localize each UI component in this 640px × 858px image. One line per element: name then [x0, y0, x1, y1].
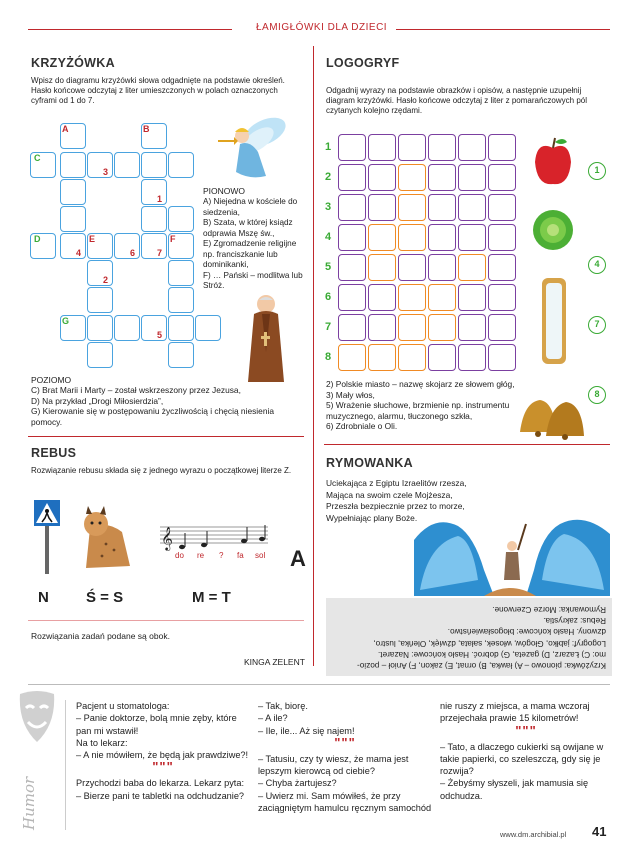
logogryf-cell[interactable] — [458, 224, 486, 251]
logogryf-cell[interactable] — [428, 344, 456, 371]
crossword-number-label: 1 — [157, 194, 163, 204]
joke-line: – A nie mówiłem, że będą jak prawdziwe?! — [76, 750, 249, 761]
monk-illustration — [242, 292, 290, 384]
humor-column-3 — [440, 700, 612, 802]
logogryf-row-number: 3 — [325, 201, 332, 213]
logogryf-cell[interactable] — [338, 194, 366, 221]
answer-line: Rymowanka: Morze Czerwone. — [492, 604, 606, 614]
joke-line: Pacjent u stomatologa: — [76, 701, 170, 711]
rebus-eq-n: N — [38, 589, 49, 606]
quote-separator: """ — [334, 734, 356, 750]
logogryf-row-number: 7 — [325, 321, 332, 333]
logogryf-cell[interactable] — [488, 314, 516, 341]
crossword-letter-label: D — [34, 234, 41, 244]
logogryf-row-number: 1 — [325, 141, 332, 153]
logogryf-cell[interactable] — [488, 254, 516, 281]
crossword-cell[interactable] — [60, 179, 86, 205]
author-name: KINGA ZELENT — [244, 657, 305, 667]
poem-line: Mająca na swoim czele Mojżesza, — [326, 489, 453, 500]
footer-url: www.dm.archibial.pl — [500, 830, 567, 839]
logogryf-row-number: 4 — [325, 231, 332, 243]
crossword-letter-label: E — [89, 234, 96, 244]
down-title: PIONOWO — [203, 186, 246, 196]
logogryf-intro: Odgadnij wyrazy na podstawie obrazków i opisów, a następnie uzupełnij diagram krzyżówki. Hasło końcowe odczytaj z liter z pomarańczowych pól czytanych kolejno rzędami. — [326, 86, 587, 115]
logogryf-cell[interactable] — [488, 224, 516, 251]
crossword-cell[interactable] — [141, 315, 167, 341]
answer-line: Logogryf: jabłko, Głogów, włosek, sałata, dźwięk, Oleńka, lustro, — [373, 638, 606, 648]
joke-line: nie ruszy z miejsca, a mama wczoraj przejechała prawie 15 kilometrów! — [440, 701, 590, 724]
across-title: POZIOMO — [31, 375, 72, 385]
crossword-letter-label: F — [170, 234, 176, 244]
crossword-cell[interactable] — [87, 342, 113, 368]
joke-line: Przychodzi baba do lekarza. Lekarz pyta: — [76, 778, 245, 789]
pic-number: 8 — [588, 386, 606, 404]
logogryf-cell[interactable] — [458, 134, 486, 161]
crossword-cell[interactable] — [114, 152, 140, 178]
crossing-sign-icon — [32, 498, 62, 574]
crossword-letter-label: B — [143, 124, 150, 134]
crossword-letter-label: C — [34, 153, 41, 163]
down-clues — [203, 197, 303, 292]
logogryf-cell[interactable] — [398, 284, 426, 311]
note-fa: fa — [237, 551, 244, 560]
crossword-cell[interactable] — [168, 152, 194, 178]
crossword-letter-label: G — [62, 316, 70, 326]
logogryf-row-number: 5 — [325, 261, 332, 273]
logogryf-cell[interactable] — [338, 134, 366, 161]
angel-illustration — [210, 110, 290, 182]
logogryf-cell[interactable] — [368, 134, 396, 161]
across-clue: C) Brat Marii i Marty – został wskrzeszony przez Jezusa, — [31, 385, 241, 395]
logogryf-cell[interactable] — [368, 194, 396, 221]
logogryf-row-number: 8 — [325, 351, 332, 363]
logogryf-cell[interactable] — [458, 284, 486, 311]
logogryf-cell[interactable] — [428, 284, 456, 311]
crossword-cell[interactable] — [141, 206, 167, 232]
logogryf-title: LOGOGRYF — [326, 56, 400, 70]
answer-line: mo: C) Łazarz, D) gazeta, G) dobroć. Hasło końcowe: Nazaret. — [378, 649, 606, 659]
solutions-note: Rozwiązania zadań podane są obok. — [31, 631, 170, 641]
logogryf-cell[interactable] — [488, 194, 516, 221]
logogryf-cell[interactable] — [458, 344, 486, 371]
across-clues — [31, 385, 303, 427]
joke-line: – A ile? — [258, 713, 288, 724]
logogryf-cell[interactable] — [398, 164, 426, 191]
crossword-letter-label: A — [62, 124, 69, 134]
logogryf-cell[interactable] — [428, 134, 456, 161]
logogryf-cell[interactable] — [428, 224, 456, 251]
answer-line: dzwony. Hasło końcowe: błogosławieństwo. — [447, 627, 606, 637]
logogryf-cell[interactable] — [458, 194, 486, 221]
pic-number: 1 — [588, 162, 606, 180]
crossword-cell[interactable] — [60, 206, 86, 232]
crossword-intro: Wpisz do diagramu krzyżówki słowa odgadnięte na podstawie określeń. Hasło końcowe odczytaj z liter umieszczonych w polach oznaczonych cyframi od 1 do 7. — [31, 76, 285, 105]
logogryf-cell[interactable] — [338, 284, 366, 311]
crossword-number-label: 6 — [130, 248, 136, 258]
logogryf-cell[interactable] — [398, 194, 426, 221]
joke-line: – Tatusiu, czy ty wiesz, że mama jest lepszym kierowcą od ciebie? — [258, 753, 409, 777]
joke-line: – Tato, a dlaczego cukierki są owijane w takie papierki, co szeleszczą, gdy się je rozwija? — [440, 741, 604, 777]
crossword-cell[interactable] — [141, 179, 167, 205]
crossword-cell[interactable] — [168, 315, 194, 341]
joke-line: – Tak, biorę. — [258, 701, 308, 711]
theater-mask-icon — [16, 690, 58, 746]
crossword-cell[interactable] — [114, 315, 140, 341]
logogryf-cell[interactable] — [398, 344, 426, 371]
logogryf-cell[interactable] — [338, 344, 366, 371]
crossword-cell[interactable] — [87, 152, 113, 178]
logogryf-row-number: 2 — [325, 171, 332, 183]
answer-line: Rebus: zakrystia. — [543, 616, 606, 626]
music-staff — [160, 521, 268, 555]
lynx-illustration — [76, 506, 138, 574]
logogryf-cell[interactable] — [428, 314, 456, 341]
crossword-number-label: 5 — [157, 330, 163, 340]
humor-column-1 — [76, 700, 250, 802]
logogryf-cell[interactable] — [488, 134, 516, 161]
logogryf-cell[interactable] — [398, 134, 426, 161]
crossword-cell[interactable] — [195, 315, 221, 341]
logogryf-cell[interactable] — [338, 224, 366, 251]
crossword-title: KRZYŻÓWKA — [31, 56, 115, 70]
logogryf-cell[interactable] — [428, 254, 456, 281]
humor-top-line — [28, 684, 610, 685]
crossword-cell[interactable] — [168, 342, 194, 368]
logogryf-cell[interactable] — [428, 194, 456, 221]
crossword-cell[interactable] — [168, 206, 194, 232]
crossword-number-label: 4 — [76, 248, 82, 258]
answers-text — [332, 603, 606, 671]
crossword-number-label: 7 — [157, 248, 163, 258]
logogryf-cell[interactable] — [458, 164, 486, 191]
humor-label: Humor — [20, 776, 38, 830]
logogryf-cell[interactable] — [338, 314, 366, 341]
logogryf-clues — [326, 379, 522, 432]
red-sea-illustration — [414, 510, 610, 596]
crossword-cell[interactable] — [87, 260, 113, 286]
logogryf-clue: 5) Wrażenie słuchowe, brzmienie np. instrumentu muzycznego, alarmu, tłuczonego szkła, — [326, 400, 510, 421]
page-header-title: ŁAMIGŁÓWKI DLA DZIECI — [256, 22, 388, 33]
crossword-cell[interactable] — [141, 233, 167, 259]
rebus-eq-s: Ś = S — [86, 589, 124, 606]
logogryf-clue: 6) Zdrobniale o Oli. — [326, 421, 398, 431]
answers-box — [326, 598, 612, 676]
section-divider — [28, 436, 304, 437]
rebus-letter-a: A — [290, 546, 306, 571]
pic-number: 7 — [588, 316, 606, 334]
logogryf-cell[interactable] — [488, 284, 516, 311]
note-sol: sol — [255, 551, 266, 560]
column-divider — [313, 46, 314, 666]
crossword-number-label: 3 — [103, 167, 109, 177]
logogryf-cell[interactable] — [398, 224, 426, 251]
quote-separator: """ — [515, 722, 537, 738]
page-number: 41 — [592, 824, 607, 839]
joke-line: – Żebyśmy słyszeli, jak mamusia się odchudza. — [440, 778, 589, 801]
rebus-eq-m: M = T — [192, 589, 231, 606]
joke-line: – Ile, ile... Aż się najem! — [258, 725, 355, 736]
logogryf-cell[interactable] — [398, 254, 426, 281]
joke-line: – Chyba żartujesz? — [258, 778, 337, 789]
mirror-illustration — [541, 277, 567, 365]
poem-line: Uciekająca z Egiptu Izraelitów rzesza, — [326, 478, 467, 488]
rebus-title: REBUS — [31, 446, 77, 460]
joke-line: – Bierze pani te tabletki na odchudzanie? — [76, 790, 245, 801]
across-clue: D) Na przykład „Drogi Miłosierdzia”, — [31, 395, 164, 406]
crossword-cell[interactable] — [60, 233, 86, 259]
svg-text:𝄞: 𝄞 — [161, 526, 173, 550]
apple-illustration — [533, 134, 573, 190]
poem-line: Wypełniając plany Boże. — [326, 512, 418, 523]
down-clue: E) Zgromadzenie religijne np. franciszkanie lub dominikanki, — [203, 239, 297, 269]
joke-line: – Uwierz mi. Sam mówiłeś, że przy zaciągniętym hamulcu ręcznym samochód — [258, 790, 432, 814]
logogryf-cell[interactable] — [368, 344, 396, 371]
note-re: re — [197, 551, 205, 560]
joke-line: – Panie doktorze, bolą mnie zęby, które pan mi wstawił! — [76, 713, 237, 736]
logogryf-cell[interactable] — [368, 224, 396, 251]
header-line-right — [396, 29, 610, 30]
joke-line: Na to lekarz: — [76, 737, 128, 748]
crossword-cell[interactable] — [168, 260, 194, 286]
quote-separator: """ — [152, 759, 174, 775]
lettuce-illustration — [530, 206, 576, 252]
crossword-cell[interactable] — [114, 233, 140, 259]
logogryf-cell[interactable] — [368, 164, 396, 191]
logogryf-cell[interactable] — [338, 254, 366, 281]
logogryf-cell[interactable] — [488, 164, 516, 191]
section-divider — [324, 444, 610, 445]
answer-line: Krzyżówka: pionowo – A) ławka, B) ornat, E) zakon, F) Anioł – pozio- — [357, 661, 606, 670]
logogryf-cell[interactable] — [368, 254, 396, 281]
crossword-cell[interactable] — [87, 287, 113, 313]
logogryf-cell[interactable] — [458, 314, 486, 341]
humor-side-line — [65, 700, 66, 830]
rebus-intro: Rozwiązanie rebusu składa się z jednego wyrazu o początkowej literze Z. — [31, 466, 292, 475]
logogryf-cell[interactable] — [338, 164, 366, 191]
logogryf-row-number: 6 — [325, 291, 332, 303]
logogryf-cell[interactable] — [368, 314, 396, 341]
logogryf-cell[interactable] — [368, 284, 396, 311]
logogryf-cell[interactable] — [458, 254, 486, 281]
crossword-cell[interactable] — [87, 315, 113, 341]
logogryf-clue: 3) Mały włos, — [326, 389, 375, 400]
humor-column-2 — [258, 700, 432, 814]
crossword-cell[interactable] — [168, 287, 194, 313]
note-do: do — [175, 551, 184, 560]
crossword-number-label: 2 — [103, 275, 109, 285]
down-clue: A) Niejedna w kościele do siedzenia, — [203, 197, 298, 217]
rymowanka-title: RYMOWANKA — [326, 456, 413, 470]
poem-line: Przeszła bezpiecznie przez to morze, — [326, 501, 465, 512]
down-clue: B) Szata, w której ksiądz odprawia Mszę św., — [203, 218, 293, 238]
logogryf-cell[interactable] — [398, 314, 426, 341]
rebus-line — [28, 620, 304, 621]
crossword-cell[interactable] — [60, 152, 86, 178]
note-unknown: ? — [219, 551, 224, 560]
header-line-left — [28, 29, 232, 30]
logogryf-cell[interactable] — [488, 344, 516, 371]
logogryf-clue: 2) Polskie miasto – nazwę skojarz ze słowem głóg, — [326, 379, 515, 389]
bells-illustration — [514, 392, 588, 440]
across-clue: G) Kierowanie się w postępowaniu życzliwością i chęcią niesienia pomocy. — [31, 406, 274, 427]
down-clue: F) … Pański – modlitwa lub Stróż. — [203, 270, 303, 290]
pic-number: 4 — [588, 256, 606, 274]
crossword-cell[interactable] — [141, 152, 167, 178]
logogryf-cell[interactable] — [428, 164, 456, 191]
